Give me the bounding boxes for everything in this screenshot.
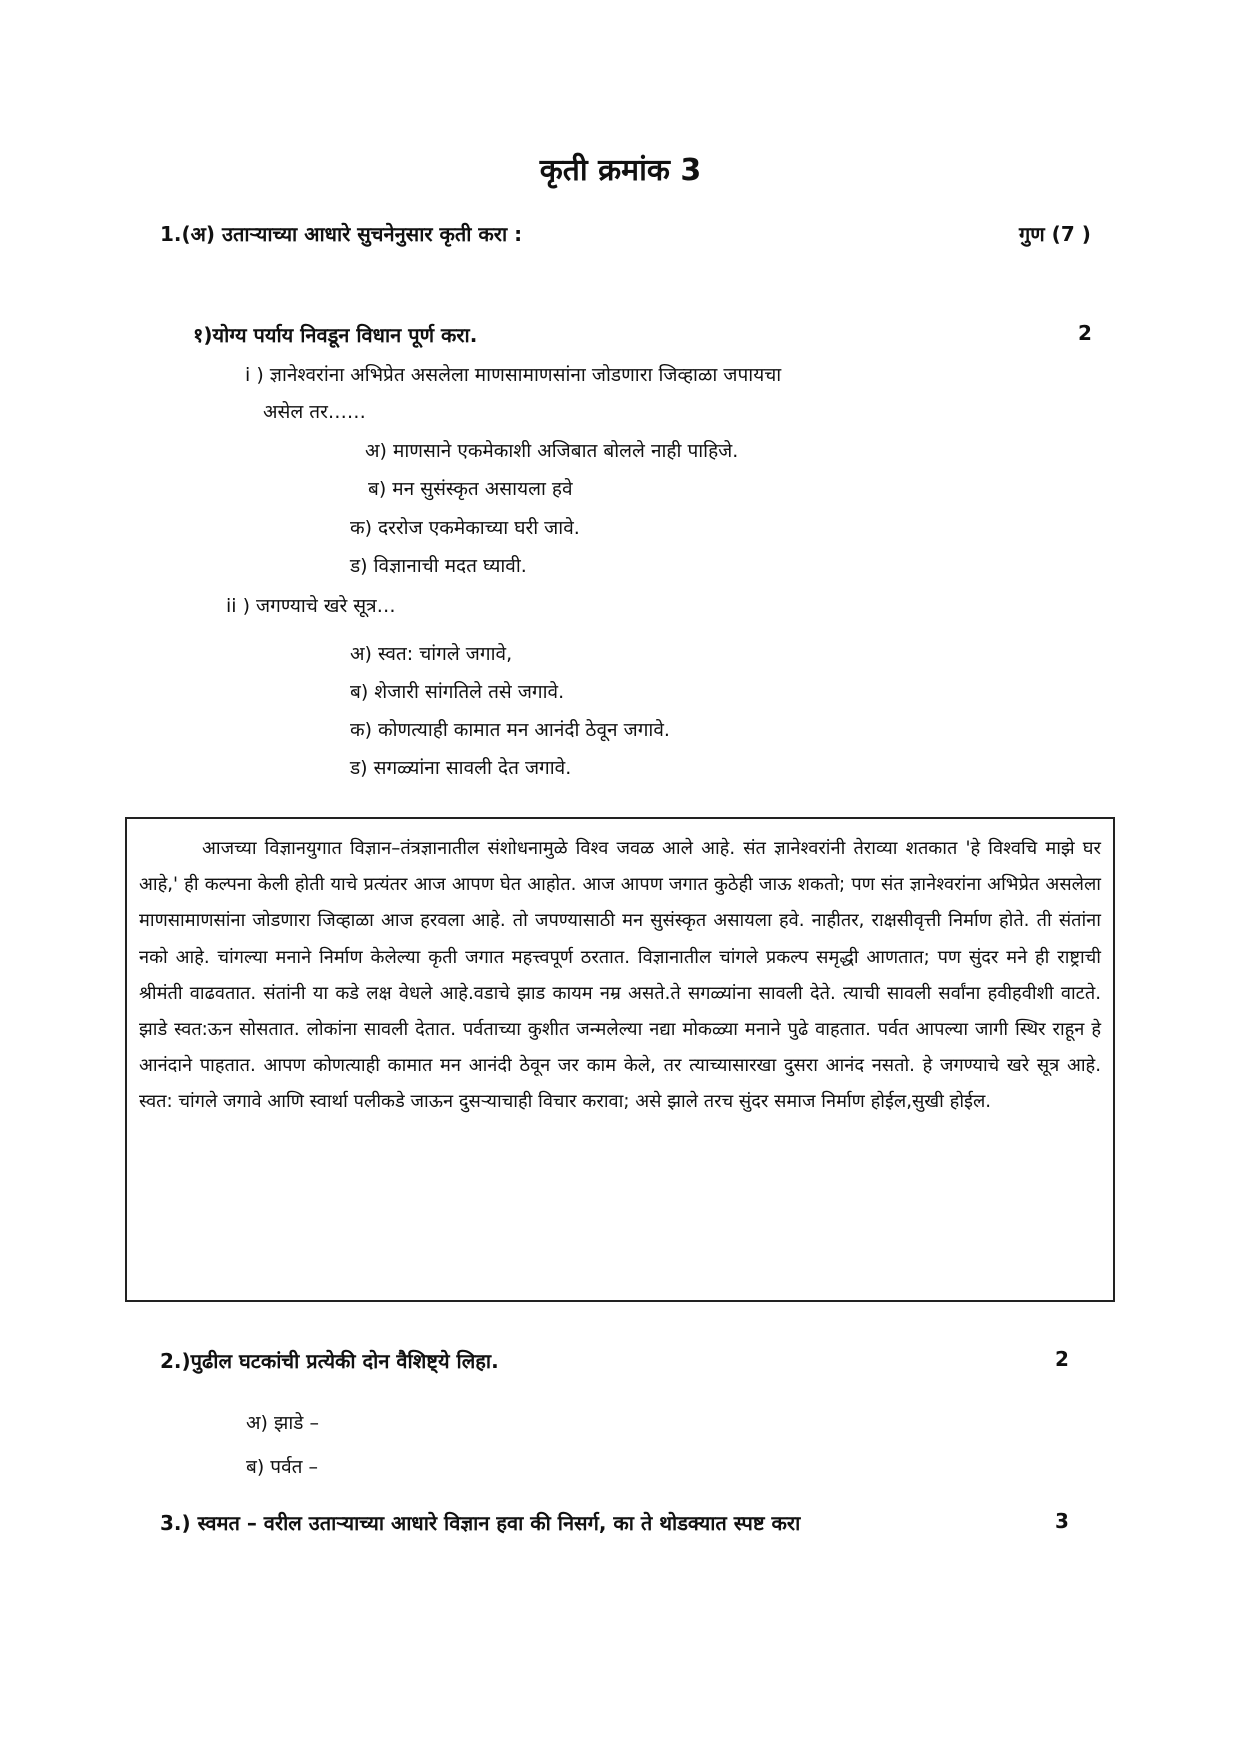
- sub-question-1-marks: 2: [1078, 321, 1092, 345]
- item-ii-option-b: ब) शेजारी सांगतिले तसे जगावे.: [350, 681, 565, 703]
- item-ii-option-d: ड) सगळ्यांना सावली देत जगावे.: [350, 757, 572, 779]
- item-ii-option-a: अ) स्वत: चांगले जगावे,: [350, 643, 513, 665]
- item-ii-option-c: क) कोणत्याही कामात मन आनंदी ठेवून जगावे.: [350, 719, 670, 741]
- item-i-line1: i ) ज्ञानेश्वरांना अभिप्रेत असलेला माणसामाणसांना जोडणारा जिव्हाळा जपायचा: [245, 364, 782, 386]
- question-3-heading: 3.) स्वमत – वरील उताऱ्याच्या आधारे विज्ञान हवा की निसर्ग, का ते थोडक्यात स्पष्ट करा: [160, 1511, 801, 1535]
- passage-box: [125, 817, 1115, 1302]
- page-title: कृती क्रमांक 3: [539, 153, 702, 188]
- item-ii-line1: ii ) जगण्याचे खरे सूत्र…: [226, 595, 396, 617]
- question-2-item-a: अ) झाडे –: [246, 1412, 319, 1434]
- item-i-option-b: ब) मन सुसंस्कृत असायला हवे: [368, 478, 573, 500]
- item-i-option-a: अ) माणसाने एकमेकाशी अजिबात बोलले नाही पाहिजे.: [365, 440, 739, 462]
- question-3-marks: 3: [1055, 1509, 1069, 1533]
- question-1-marks: गुण (7 ): [1019, 222, 1091, 246]
- question-2-marks: 2: [1055, 1347, 1069, 1371]
- passage-text: आजच्या विज्ञानयुगात विज्ञान–तंत्रज्ञानातील संशोधनामुळे विश्व जवळ आले आहे. संत ज्ञानेश्वरांनी तेराव्या शतकात 'हे विश्वचि माझे घर आहे,' ही कल्पना केली होती याचे प्रत्यंतर आज आपण घेत आहोत. आज आपण जगात कुठेही जाऊ शकतो; पण संत ज्ञानेश्वरांना अभिप्रेत असलेला माणसामाणसांना जोडणारा जिव्हाळा आज हरवला आहे. तो जपण्यासाठी मन सुसंस्कृत असायला हवे. नाहीतर, राक्षसीवृत्ती निर्माण होते. ती संतांना नको आहे. चांगल्या मनाने निर्माण केलेल्या कृती जगात महत्त्वपूर्ण ठरतात. विज्ञानातील चांगले प्रकल्प समृद्धी आणतात; पण सुंदर मने ही राष्ट्राची श्रीमंती वाढवतात. संतांनी या कडे लक्ष वेधले आहे.वडाचे झाड कायम नम्र असते.ते सगळ्यांना सावली देते. त्याची सावली सर्वांना हवीहवीशी वाटते. झाडे स्वत:ऊन सोसतात. लोकांना सावली देतात. पर्वताच्या कुशीत जन्मलेल्या नद्या मोकळ्या मनाने पुढे वाहतात. पर्वत आपल्या जागी स्थिर राहून हे आनंदाने पाहतात. आपण कोणत्याही कामात मन आनंदी ठेवून जर काम केले, तर त्याच्यासारखा दुसरा आनंद नसतो. हे जगण्याचे खरे सूत्र आहे. स्वत: चांगले जगावे आणि स्वार्था पलीकडे जाऊन दुसऱ्याचाही विचार करावा; असे झाले तरच सुंदर समाज निर्माण होईल,सुखी होईल.: [139, 838, 1101, 1113]
- question-1-heading: 1.(अ) उताऱ्याच्या आधारे सुचनेनुसार कृती करा :: [160, 222, 523, 246]
- question-2-heading: 2.)पुढील घटकांची प्रत्येकी दोन वैशिष्ट्ये लिहा.: [160, 1349, 499, 1373]
- sub-question-1-heading: १)योग्य पर्याय निवडून विधान पूर्ण करा.: [193, 323, 478, 347]
- item-i-option-c: क) दररोज एकमेकाच्या घरी जावे.: [350, 517, 580, 539]
- item-i-line2: असेल तर……: [263, 401, 366, 423]
- item-i-option-d: ड) विज्ञानाची मदत घ्यावी.: [350, 555, 527, 577]
- question-2-item-b: ब) पर्वत –: [246, 1456, 319, 1478]
